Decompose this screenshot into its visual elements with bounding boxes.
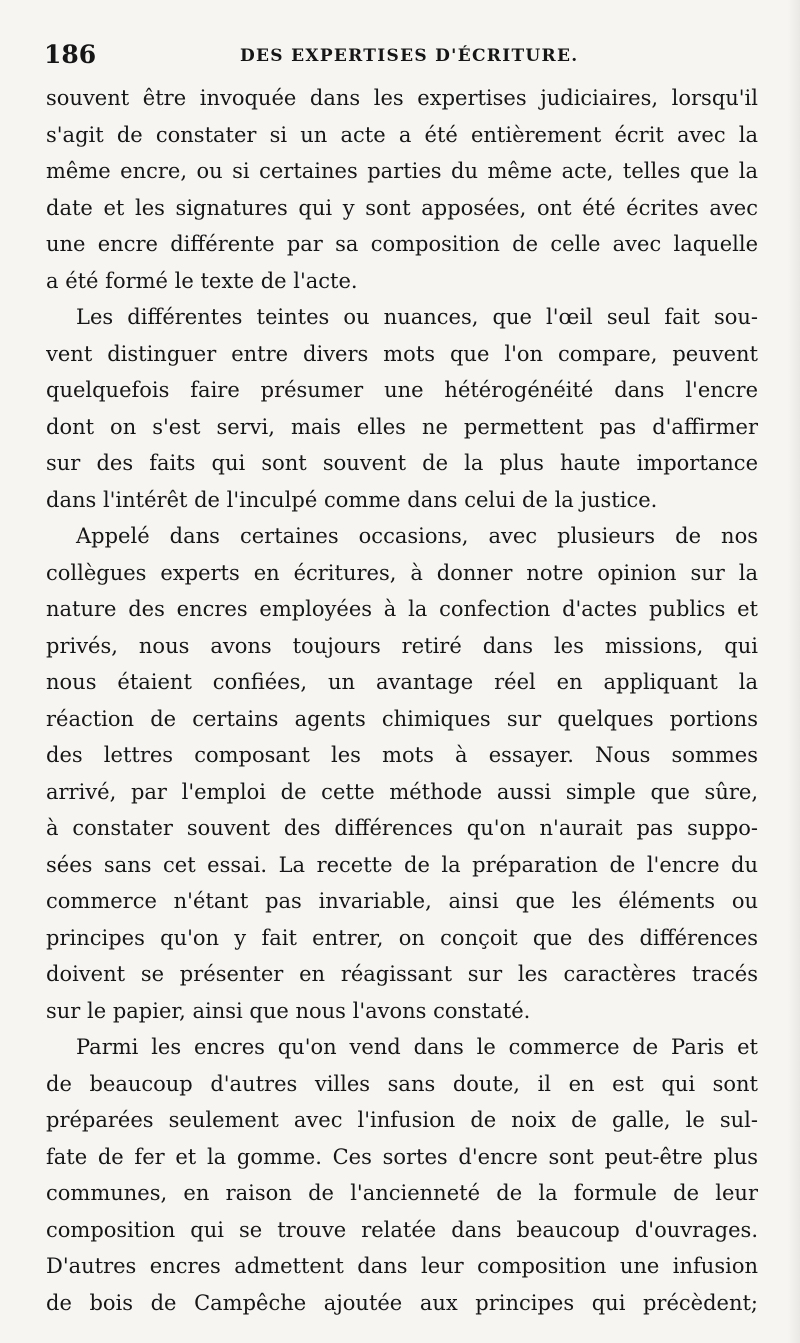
text-line: communes, en raison de l'ancienneté de la formule de leur (46, 1181, 758, 1205)
text-line: une encre différente par sa composition de celle avec laquelle (46, 232, 758, 256)
text-line: préparées seulement avec l'infusion de noix de galle, le sul- (46, 1108, 758, 1132)
text-line: a été formé le texte de l'acte. (46, 268, 358, 293)
text-line: des lettres composant les mots à essayer. Nous sommes (46, 743, 758, 767)
text-line: vent distinguer entre divers mots que l'on compare, peuvent (46, 341, 758, 366)
text-line: dont on s'est servi, mais elles ne permettent pas d'affirmer (46, 414, 758, 439)
text-line: D'autres encres admettent dans leur composition une infusion (46, 1254, 758, 1278)
text-line: quelquefois faire présumer une hétérogénéité dans l'encre (46, 378, 758, 402)
text-line: Parmi les encres qu'on vend dans le commerce de Paris et (76, 1035, 758, 1059)
page-number: 186 (44, 40, 97, 69)
text-line: doivent se présenter en réagissant sur les caractères tracés (46, 962, 758, 986)
text-line: sur le papier, ainsi que nous l'avons constaté. (46, 998, 531, 1023)
text-line: composition qui se trouve relatée dans beaucoup d'ouvrages. (46, 1217, 758, 1242)
text-line: privés, nous avons toujours retiré dans les missions, qui (46, 633, 758, 658)
text-line: sur des faits qui sont souvent de la plus haute importance (46, 451, 758, 475)
text-line: nous étaient confiées, un avantage réel en appliquant la (46, 670, 758, 694)
text-line: dans l'intérêt de l'inculpé comme dans celui de la justice. (46, 487, 658, 512)
text-line: nature des encres employées à la confection d'actes publics et (46, 597, 758, 621)
text-line: commerce n'étant pas invariable, ainsi que les éléments ou (46, 889, 758, 913)
text-line: Les différentes teintes ou nuances, que l'œil seul fait sou- (76, 305, 758, 329)
text-line: de bois de Campêche ajoutée aux principes qui précèdent; (46, 1290, 758, 1315)
text-line: collègues experts en écritures, à donner notre opinion sur la (46, 560, 758, 585)
text-line: principes qu'on y fait entrer, on conçoit que des différences (46, 925, 758, 950)
text-line: fate de fer et la gomme. Ces sortes d'encre sont peut-être plus (46, 1144, 758, 1169)
page-edge-shadow (788, 0, 800, 1343)
text-line: réaction de certains agents chimiques sur quelques portions (46, 706, 758, 731)
text-line: Appelé dans certaines occasions, avec plusieurs de nos (76, 524, 758, 548)
running-head: DES EXPERTISES D'ÉCRITURE. (240, 46, 579, 66)
text-line: souvent être invoquée dans les expertises judiciaires, lorsqu'il (46, 86, 758, 110)
text-line: même encre, ou si certaines parties du même acte, telles que la (46, 159, 758, 183)
text-line: de beaucoup d'autres villes sans doute, il en est qui sont (46, 1071, 758, 1096)
page-header (44, 40, 756, 74)
text-line: date et les signatures qui y sont apposées, ont été écrites avec (46, 195, 758, 220)
text-line: sées sans cet essai. La recette de la préparation de l'encre du (46, 852, 758, 877)
text-line: à constater souvent des différences qu'on n'aurait pas suppo- (46, 816, 758, 840)
text-line: s'agit de constater si un acte a été entièrement écrit avec la (46, 122, 758, 147)
body-text (46, 80, 758, 1321)
text-line: arrivé, par l'emploi de cette méthode aussi simple que sûre, (46, 779, 758, 804)
